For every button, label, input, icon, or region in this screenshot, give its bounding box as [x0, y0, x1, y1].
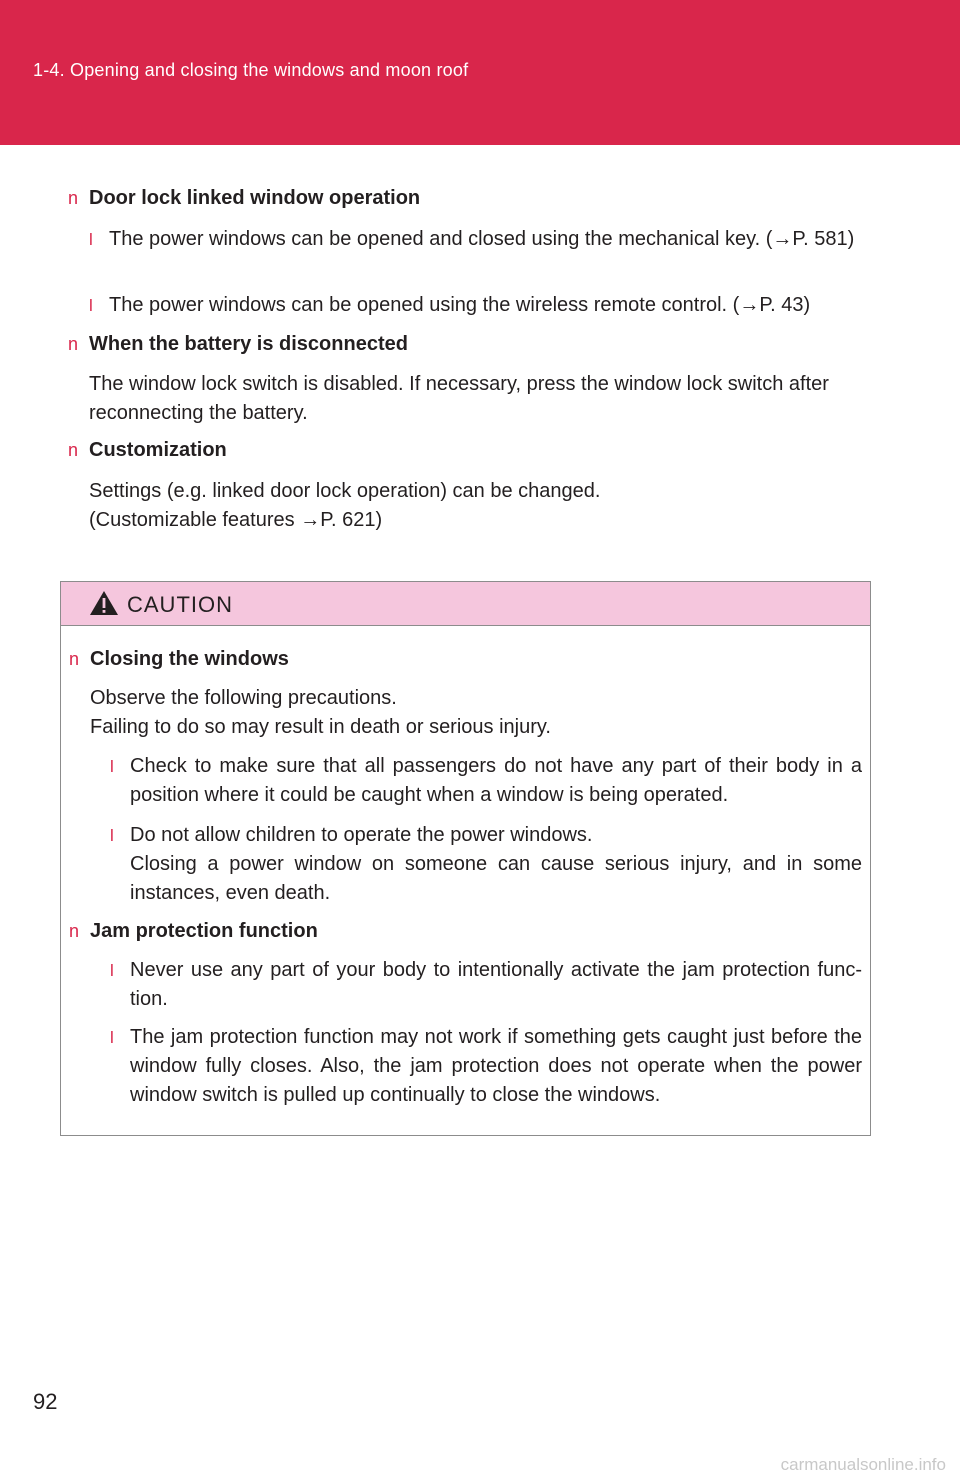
- heading-text: When the battery is disconnected: [89, 333, 408, 355]
- bullet-marker: l: [89, 296, 93, 315]
- heading-text: Door lock linked window operation: [89, 187, 421, 209]
- paragraph-line: Settings (e.g. linked door lock operation) can be changed.: [89, 480, 601, 502]
- caution-paragraph: [90, 684, 862, 742]
- watermark: carmanualsonline.info: [780, 1455, 946, 1474]
- heading-text: Closing the windows: [90, 648, 289, 670]
- list-item: [110, 752, 862, 810]
- section-heading: [68, 187, 420, 210]
- paragraph-line: Observe the following precautions.: [90, 687, 397, 709]
- header-bar: [0, 0, 960, 145]
- bullet-text: Do not allow children to operate the power windows.: [130, 824, 593, 846]
- bullet-text: The jam protection function may not work if something gets caught just before the window fully closes. Also, the jam protection does not operate when the power window switch is pulled up continually to close the windows.: [130, 1026, 862, 1106]
- bullet-marker: l: [89, 230, 93, 249]
- bullet-marker: l: [110, 757, 114, 776]
- paragraph: [89, 477, 865, 535]
- section-marker: n: [69, 649, 80, 669]
- bullet-text: Check to make sure that all passengers do not have any part of their body in a position where it could be caught when a window is being operated.: [130, 755, 862, 806]
- section-marker: n: [68, 334, 79, 354]
- caution-title: CAUTION: [127, 592, 233, 617]
- bullet-text: The power windows can be opened and closed using the mechanical key. (→P. 581): [109, 228, 855, 250]
- paragraph-line: Failing to do so may result in death or serious injury.: [90, 716, 551, 738]
- warning-icon: [89, 590, 119, 616]
- page-number: 92: [33, 1389, 58, 1414]
- bullet-marker: l: [110, 961, 114, 980]
- paragraph: The window lock switch is disabled. If necessary, press the window lock switch after reconnecting the battery.: [89, 373, 829, 424]
- caution-heading: [69, 648, 289, 671]
- caution-heading: [69, 920, 318, 943]
- bullet-text: The power windows can be opened using the wireless remote control. (→P. 43): [109, 294, 811, 316]
- list-item: [110, 821, 862, 908]
- heading-text: Customization: [89, 439, 227, 461]
- list-item: [110, 1023, 862, 1110]
- caution-box: [60, 581, 871, 1136]
- list-item: [110, 956, 862, 1014]
- bullet-text: Never use any part of your body to intentionally activate the jam protection func-tion.: [130, 959, 862, 1010]
- heading-text: Jam protection function: [90, 920, 318, 942]
- section-marker: n: [68, 188, 79, 208]
- list-item: [89, 291, 865, 320]
- bullet-marker: l: [110, 826, 114, 845]
- section-marker: n: [68, 440, 79, 460]
- bullet-marker: l: [110, 1028, 114, 1047]
- bullet-text-continued: Closing a power window on someone can cause serious injury, and in some instances, even death.: [130, 853, 862, 904]
- section-heading: [68, 333, 408, 356]
- section-title: 1-4. Opening and closing the windows and moon roof: [33, 60, 469, 80]
- paragraph-line: (Customizable features →P. 621): [89, 509, 383, 531]
- section-marker: n: [69, 921, 80, 941]
- caution-header: [61, 582, 870, 626]
- section-heading: [68, 439, 227, 462]
- list-item: [89, 225, 865, 254]
